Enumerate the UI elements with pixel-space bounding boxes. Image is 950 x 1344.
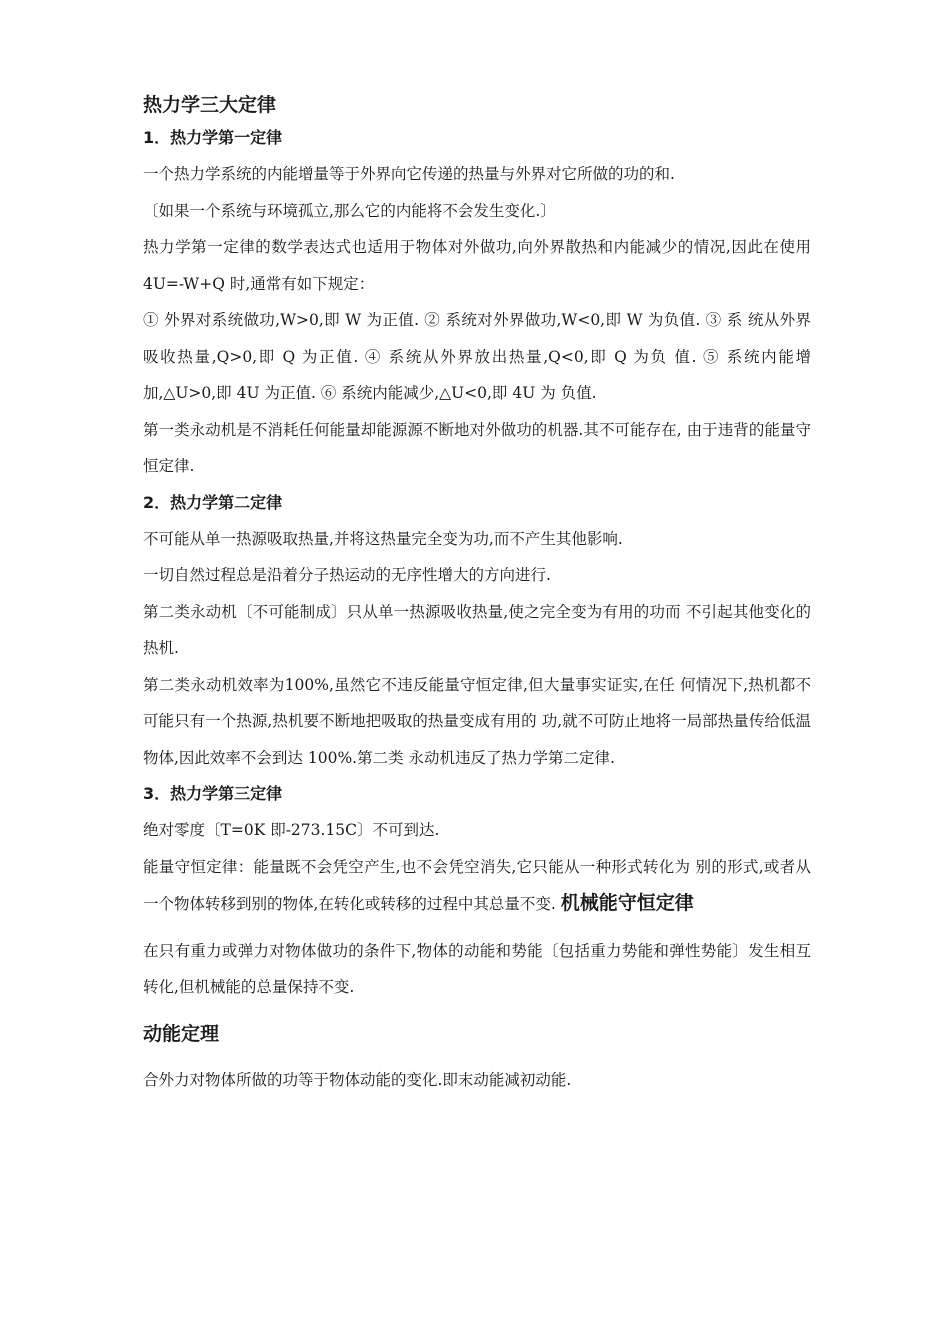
mechanical-energy-heading: 机械能守恒定律 — [560, 892, 694, 914]
spacer — [143, 1052, 811, 1062]
law2-paragraph-2: 一切自然过程总是沿着分子热运动的无序性增大的方向进行. — [143, 566, 551, 584]
mechanical-energy-paragraph: 在只有重力或弹力对物体做功的条件下,物体的动能和势能〔包括重力势能和弹性势能〕发生相互转化,但机械能的总量保持不变. — [143, 941, 811, 996]
law1-paragraph-5: 第一类永动机是不消耗任何能量却能源源不断地对外做功的机器.其不可能存在, 由于违背的能量守恒定律. — [143, 420, 811, 475]
spacer — [143, 1006, 811, 1016]
kinetic-theorem-heading: 动能定理 — [143, 1022, 220, 1045]
document-body — [143, 90, 811, 1098]
law1-paragraph-1: 一个热力学系统的内能增量等于外界向它传递的热量与外界对它所做的功的和. — [143, 165, 675, 183]
kinetic-theorem-paragraph: 合外力对物体所做的功等于物体动能的变化.即末动能减初动能. — [143, 1070, 572, 1089]
law1-sign-conventions: ① 外界对系统做功,W>0,即 W 为正值. ② 系统对外界做功,W<0,即 W 为负值. ③ 系 统从外界吸收热量,Q>0,即 Q 为正值. ④ 系统从外界放出热量,Q<0,即 Q 为负 值. ⑤ 系统内能增加,△U>0,即 4U 为正值. ⑥ 系统内能减少,△U<0,即 4U 为 负值. — [143, 311, 811, 402]
document-title: 热力学三大定律 — [143, 94, 277, 116]
spacer — [143, 923, 811, 933]
energy-conservation-text: 能量守恒定律：能量既不会凭空产生,也不会凭空消失,它只能从一种形式转化为 别的形式,或者从一个物体转移到别的物体,在转化或转移的过程中其总量不变. — [143, 857, 811, 913]
energy-conservation-paragraph — [143, 849, 811, 923]
law1-paragraph-2: 〔如果一个系统与环境孤立,那么它的内能将不会发生变化.〕 — [143, 201, 556, 220]
law2-heading: 2．热力学第二定律 — [143, 492, 283, 512]
law2-paragraph-3: 第二类永动机〔不可能制成〕只从单一热源吸收热量,使之完全变为有用的功而 不引起其他变化的热机. — [143, 602, 811, 657]
law1-paragraph-3: 热力学第一定律的数学表达式也适用于物体对外做功,向外界散热和内能减少的情况,因此在使用 4U=-W+Q 时,通常有如下规定： — [143, 238, 811, 293]
law1-heading: 1．热力学第一定律 — [143, 128, 283, 147]
law3-heading: 3．热力学第三定律 — [143, 784, 283, 803]
law2-paragraph-1: 不可能从单一热源吸取热量,并将这热量完全变为功,而不产生其他影响. — [143, 529, 623, 548]
law3-paragraph-1: 绝对零度〔T=0K 即-273.15C〕不可到达. — [143, 821, 440, 839]
law2-paragraph-4: 第二类永动机效率为100%,虽然它不违反能量守恒定律,但大量事实证实,在任 何情况下,热机都不可能只有一个热源,热机要不断地把吸取的热量变成有用的 功,就不可防止地将一局部热量传给低温物体,因此效率不会到达 100%.第二类 永动机违反了热力学第二定律. — [143, 675, 811, 767]
